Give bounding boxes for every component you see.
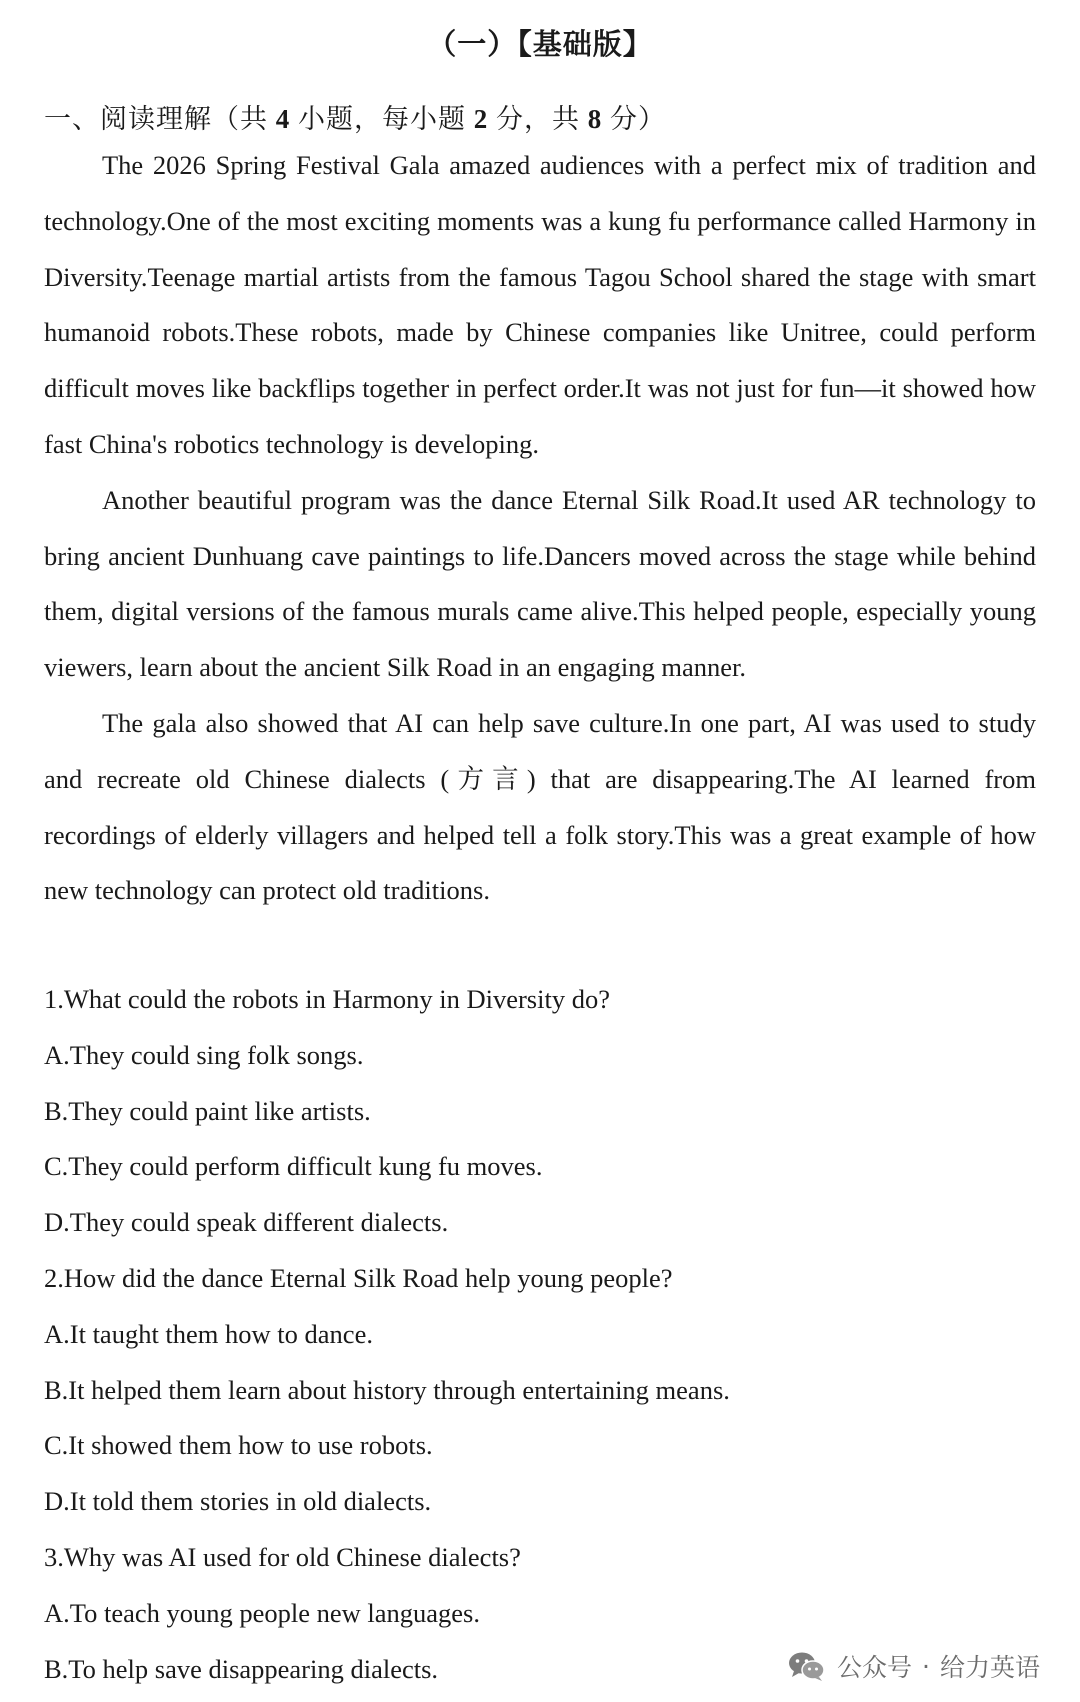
question-3-stem: 3.Why was AI used for old Chinese dialects? <box>44 1541 521 1572</box>
question-3-option-a: A.To teach young people new languages. <box>44 1597 480 1628</box>
question-1-stem: 1.What could the robots in Harmony in Diversity do? <box>44 984 610 1014</box>
passage-paragraph-3: The gala also showed that AI can help save culture.In one part, AI was used to study and recreate old Chinese dialects (方言) that are disappearing.The AI learned from recordings of elderly villagers and helped tell a folk story.This was a great example of how new technology can protect old traditions. <box>44 707 1036 906</box>
page-title: （一）【基础版】 <box>427 29 653 61</box>
wechat-icon <box>787 1650 827 1682</box>
wechat-watermark <box>783 1646 1044 1686</box>
points-each: 2 <box>473 104 489 134</box>
heading-mid-2: 分，共 <box>488 104 588 134</box>
question-2-option-a: A.It taught them how to dance. <box>44 1318 373 1349</box>
section-heading <box>44 97 666 136</box>
question-1-option-d: D.They could speak different dialects. <box>44 1207 449 1238</box>
passage-paragraph-2: Another beautiful program was the dance Eternal Silk Road.It used AR technology to bring ancient Dunhuang cave paintings to life.Dancers moved across the stage while behind them, digital versions of the famous murals came alive.This helped people, especially young viewers, learn about the ancient Silk Road in an engaging manner. <box>44 484 1036 683</box>
points-total: 8 <box>587 104 603 134</box>
heading-suffix: 分） <box>602 104 666 134</box>
heading-prefix: 一、阅读理解（共 <box>44 104 276 134</box>
question-1-option-b: B.They could paint like artists. <box>44 1095 371 1126</box>
question-1-option-c: C.They could perform difficult kung fu moves. <box>44 1151 543 1182</box>
question-2-stem: 2.How did the dance Eternal Silk Road help young people? <box>44 1262 673 1293</box>
question-count: 4 <box>275 104 291 134</box>
question-2-option-b: B.It helped them learn about history through entertaining means. <box>44 1374 730 1405</box>
question-1-option-a: A.They could sing folk songs. <box>44 1039 364 1070</box>
passage-paragraph-1: The 2026 Spring Festival Gala amazed audiences with a perfect mix of tradition and technology.One of the most exciting moments was a kung fu performance called Harmony in Diversity.Teenage martial artists from the famous Tagou School shared the stage with smart humanoid robots.These robots, made by Chinese companies like Unitree, could perform difficult moves like backflips together in perfect order.It was not just for fun—it showed how fast China's robotics technology is developing. <box>44 150 1036 459</box>
question-list <box>44 972 1036 1697</box>
question-3-option-b: B.To help save disappearing dialects. <box>44 1653 439 1684</box>
reading-passage <box>44 138 1036 919</box>
watermark-label: 公众号 <box>837 1653 913 1682</box>
heading-mid-1: 小题，每小题 <box>290 104 474 134</box>
question-2-option-d: D.It told them stories in old dialects. <box>44 1486 432 1517</box>
question-2-option-c: C.It showed them how to use robots. <box>44 1430 433 1461</box>
watermark-account: 给力英语 <box>939 1653 1040 1682</box>
watermark-separator: · <box>922 1651 930 1681</box>
